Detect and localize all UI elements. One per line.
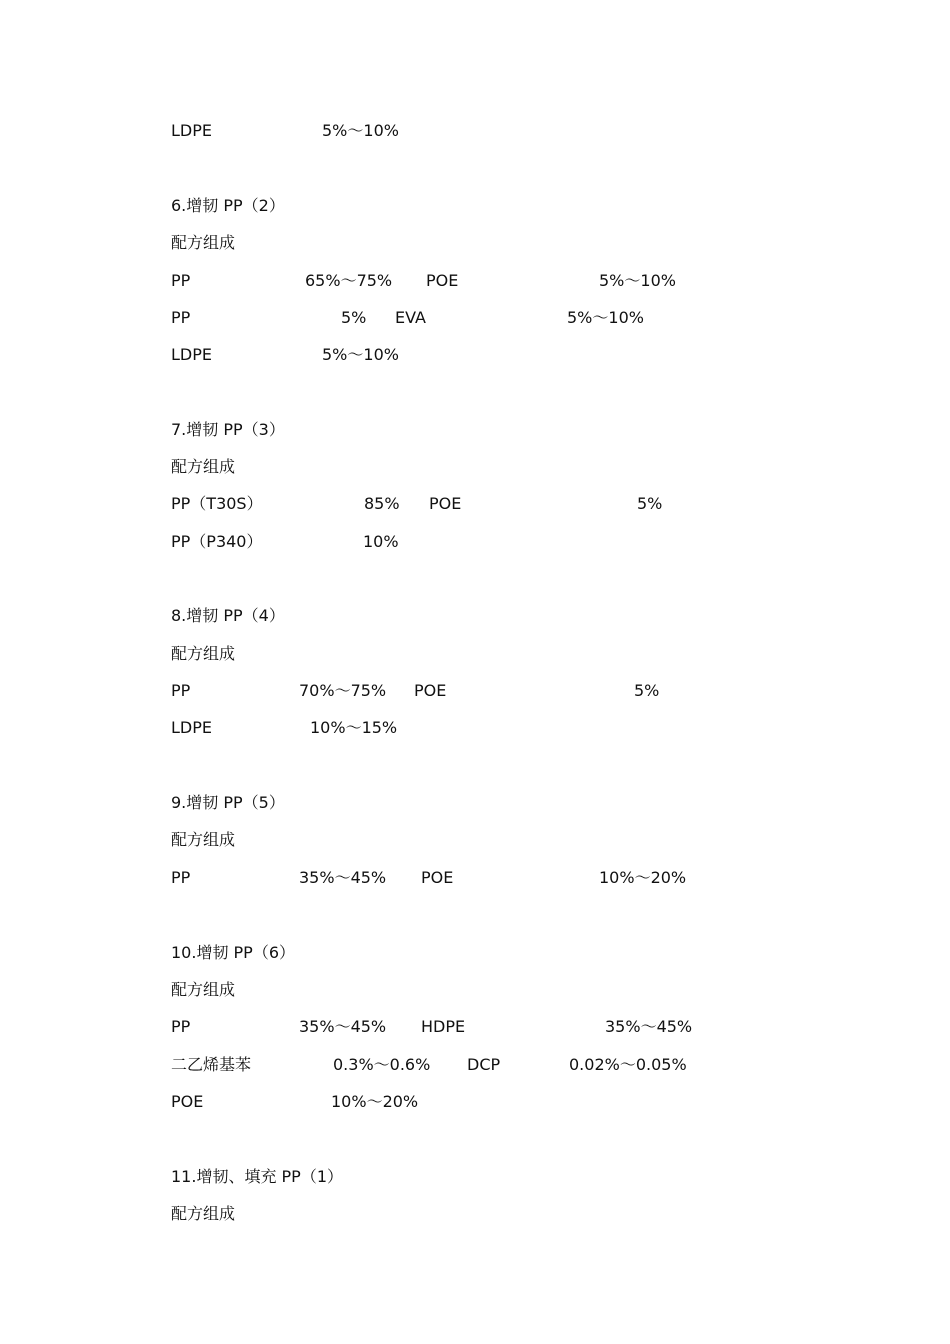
material-name: POE: [171, 1092, 204, 1111]
material-name: PP: [171, 271, 191, 290]
material-amount: 5%～10%: [567, 308, 644, 327]
material-name: HDPE: [421, 1017, 466, 1036]
section-heading: 6.增韧 PP（2）: [171, 196, 285, 215]
material-amount: 5%: [341, 308, 367, 327]
section-subheading-text: 配方组成: [171, 830, 236, 849]
material-amount: 85%: [364, 494, 400, 513]
material-name: PP: [171, 681, 191, 700]
material-amount: 35%～45%: [299, 1017, 387, 1036]
material-amount: 0.02%～0.05%: [569, 1055, 687, 1074]
material-amount: 65%～75%: [305, 271, 393, 290]
material-amount: 10%: [363, 532, 399, 551]
material-amount: 10%～20%: [599, 868, 687, 887]
material-amount: 35%～45%: [605, 1017, 693, 1036]
section-subheading-text: 配方组成: [171, 644, 236, 663]
material-amount: 35%～45%: [299, 868, 387, 887]
material-amount: 5%～10%: [599, 271, 676, 290]
material-name: LDPE: [171, 121, 212, 140]
material-name: POE: [421, 868, 454, 887]
material-name: PP（P340）: [171, 532, 263, 551]
section-heading-text: 7.增韧 PP（3）: [171, 420, 285, 439]
material-amount: 70%～75%: [299, 681, 387, 700]
material-name: POE: [429, 494, 462, 513]
material-name: PP: [171, 308, 191, 327]
material-amount: 0.3%～0.6%: [333, 1055, 431, 1074]
section-subheading-text: 配方组成: [171, 457, 236, 476]
material-name: EVA: [395, 308, 426, 327]
section-heading-text: 8.增韧 PP（4）: [171, 606, 285, 625]
material-amount: 10%～15%: [310, 718, 398, 737]
material-name: POE: [414, 681, 447, 700]
material-name: PP: [171, 868, 191, 887]
material-name: LDPE: [171, 718, 212, 737]
section-subheading: 配方组成: [171, 233, 236, 252]
material-name: POE: [426, 271, 459, 290]
section-subheading-text: 配方组成: [171, 1204, 236, 1223]
material-name: LDPE: [171, 345, 212, 364]
material-amount: 5%: [634, 681, 660, 700]
section-subheading-text: 配方组成: [171, 980, 236, 999]
material-amount: 5%: [637, 494, 663, 513]
section-heading-text: 11.增韧、填充 PP（1）: [171, 1167, 344, 1186]
material-name: PP（T30S）: [171, 494, 263, 513]
material-amount: 5%～10%: [322, 121, 399, 140]
section-heading-text: 9.增韧 PP（5）: [171, 793, 285, 812]
section-heading-text: 10.增韧 PP（6）: [171, 943, 296, 962]
material-name: 二乙烯基苯: [171, 1055, 252, 1074]
material-amount: 5%～10%: [322, 345, 399, 364]
material-name: DCP: [467, 1055, 501, 1074]
material-name: PP: [171, 1017, 191, 1036]
material-amount: 10%～20%: [331, 1092, 419, 1111]
